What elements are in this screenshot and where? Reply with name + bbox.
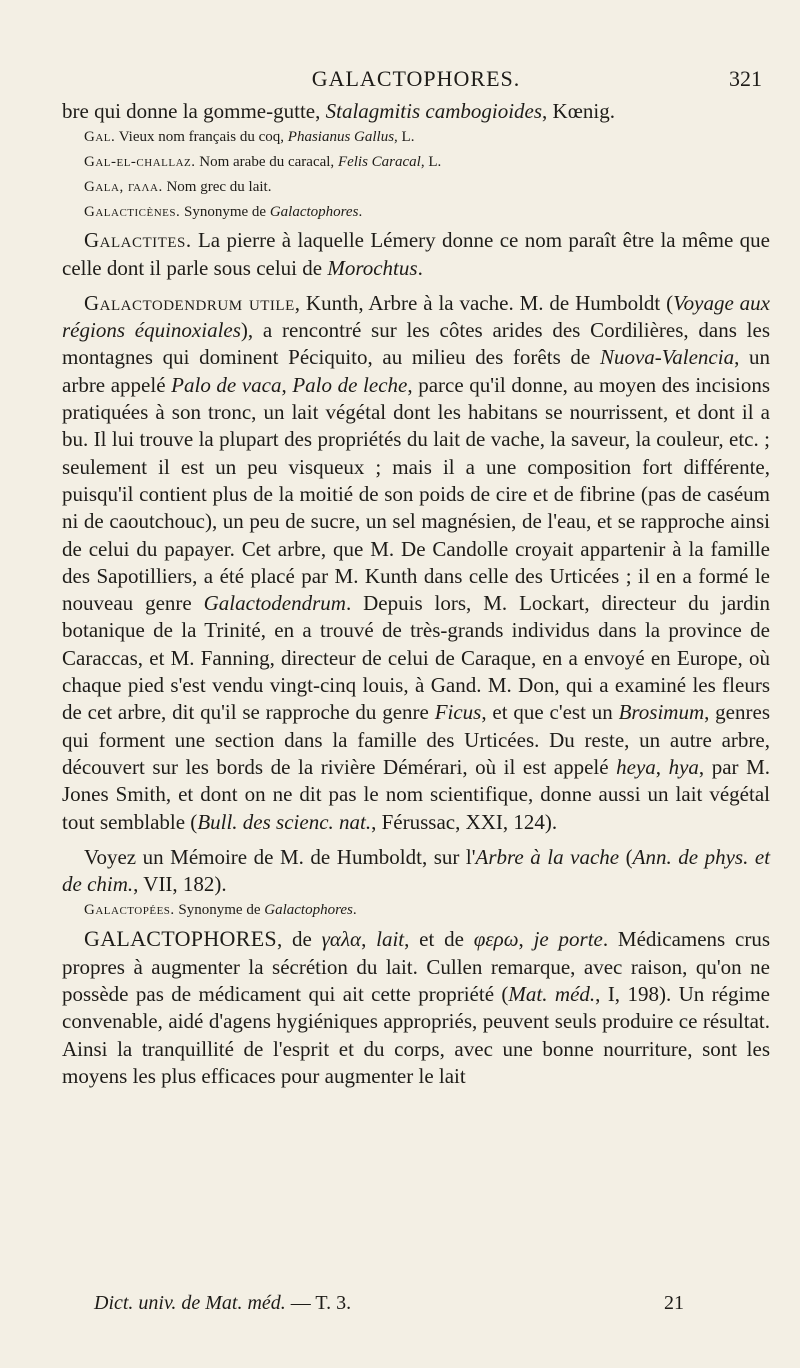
entry-gal: Gal. Vieux nom français du coq, Phasianus Gallus, L. [84,129,415,146]
sheet-number: 21 [664,1292,684,1314]
page-body [62,98,770,1090]
entry-galacticenes: Galacticènes. Synonyme de Galactophores. [84,204,363,221]
running-title: GALACTOPHORES. [311,66,521,91]
entry-galactopees-block [62,898,770,923]
entry-galactophores: GALACTOPHORES, de γαλα, lait, et de φερω, je porte. Médicamens crus propres à augmenter la sécrétion du lait. Cullen remarque, avec raison, qu'on ne possède pas de médicament qui ait cette propriété (Mat. méd., I, 198). Un régime convenable, aidé d'agens hygiéniques appropriés, peuvent seuls produire ce résultat. Ainsi la tranquillité de l'esprit et du corps, avec une bonne nourriture, sont les moyens les plus efficaces pour augmenter le lait [62,926,770,1088]
entry-galactodendrum: Galactodendrum utile, Kunth, Arbre à la vache. M. de Humboldt (Voyage aux régions équinoxiales), a rencontré sur les côtes arides des Cordilières, dans les montagnes qui dominent Péciquito, au milieu des forêts de Nuova-Valencia, un arbre appelé Palo de vaca, Palo de leche, parce qu'il donne, au moyen des incisions pratiquées à son tronc, un lait végétal dont les habitans se nourrissent, et dont il a bu. Il lui trouve la plupart des propriétés du lait de vache, la saveur, la couleur, etc. ; seulement il est un peu visqueux ; mais il a une composition fort différente, puisqu'il contient plus de la moitié de son poids de cire et de fibrine (pas de caséum ni de caoutchouc), un peu de sucre, un sel magnésien, de l'eau, et se rapproche ainsi de celui du papayer. Cet arbre, que M. De Candolle croyait appartenir à la famille des Sapotilliers, a été placé par M. Kunth dans celle des Urticées ; il en a formé le nouveau genre Galactodendrum. Depuis lors, M. Lockart, directeur du jardin botanique de la Trinité, en a trouvé de très-grands individus dans la province de Caraccas, et M. Fanning, directeur de celui de Caraque, en a envoyé en Europe, où chaque pied s'est vendu vingt-cinq louis, à Gand. M. Don, qui a examiné les fleurs de cet arbre, dit qu'il se rapproche du genre Ficus, et que c'est un Brosimum, genres qui forment une section dans la famille des Urticées. Du reste, un autre arbre, découvert sur les bords de la rivière Démérari, où il est appelé heya, hya, par M. Jones Smith, et dont on ne dit pas le nom scientifique, donne aussi un lait végétal tout semblable (Bull. des scienc. nat., Férussac, XXI, 124). [62,290,771,834]
entry-galactopees: Galactopées. Synonyme de Galactophores. [84,902,357,919]
short-entries [62,125,770,225]
entry-gal-el-challaz: Gal-el-challaz. Nom arabe du caracal, Felis Caracal, L. [84,154,442,171]
signature-mark: Dict. univ. de Mat. méd. — T. 3. [94,1292,352,1314]
voyez-reference: Voyez un Mémoire de M. de Humboldt, sur l'Arbre à la vache (Ann. de phys. et de chim., VII, 182). [62,844,771,897]
entry-galactites: Galactites. La pierre à laquelle Lémery donne ce nom paraît être la même que celle dont il parle sous celui de Morochtus. [62,228,770,280]
running-header [62,62,770,98]
entry-gala: Gala, γαλα. Nom grec du lait. [84,179,272,196]
page-number: 321 [729,66,762,91]
continuation-line: bre qui donne la gomme-gutte, Stalagmitis cambogioides, Kœnig. [62,99,615,123]
